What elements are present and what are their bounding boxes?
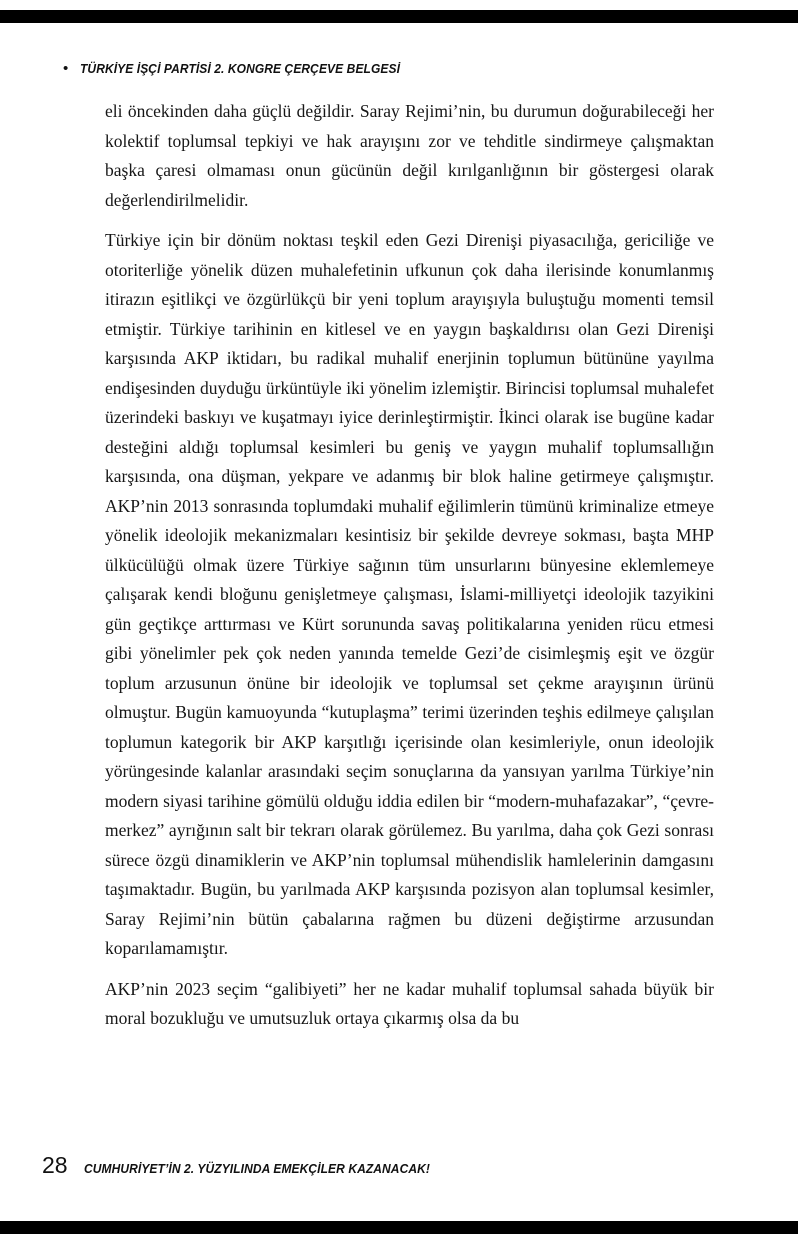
body-paragraph: eli öncekinden daha güçlü değildir. Saray Rejimi’nin, bu durumun doğurabileceği her kolektif toplumsal tepkiyi ve hak arayışını zor ve tehditle sindirmeye çalışmaktan başka çaresi olmaması onun gücünün değil kırılganlığının bir göstergesi olarak değerlendirilmelidir. [105,101,714,210]
page-footer [42,1152,738,1179]
page-header [63,61,738,76]
top-rule [0,10,798,23]
header-bullet-icon: • [63,60,69,77]
header-title: TÜRKİYE İŞÇİ PARTİSİ 2. KONGRE ÇERÇEVE BELGESİ [80,61,401,76]
page-number: 28 [42,1152,68,1178]
body-paragraph: Türkiye için bir dönüm noktası teşkil eden Gezi Direnişi piyasacılığa, gericiliğe ve otoriterliğe yönelik düzen muhalefetinin ufkunun çok daha ilerisinde konumlanmış itirazın eşitlikçi ve özgürlükçü bir yeni toplum arayışıyla buluştuğu momenti temsil etmiştir. Türkiye tarihinin en kitlesel ve en yaygın başkaldırısı olan Gezi Direnişi karşısında AKP iktidarı, bu radikal muhalif enerjinin toplumun bütününe yayılma endişesinden duyduğu ürküntüyle iki yönelim izlemiştir. Birincisi toplumsal muhalefet üzerindeki baskıyı ve kuşatmayı iyice derinleştirmiştir. İkinci olarak ise bugüne kadar desteğini aldığı toplumsal kesimleri bu geniş ve yaygın muhalif toplumsallığın karşısında, ona düşman, yekpare ve adanmış bir blok haline getirmeye çalışmıştır. AKP’nin 2013 sonrasında toplumdaki muhalif eğilimlerin tümünü kriminalize etmeye yönelik ideolojik mekanizmaları kesintisiz bir şekilde devreye sokması, başta MHP ülkücülüğü olmak üzere Türkiye sağının tüm unsurlarını bünyesine eklemlemeye çalışarak kendi bloğunu genişletmeye çalışması, İslami-milliyetçi ideolojik tazyikini gün geçtikçe arttırması ve Kürt sorununda savaş politikalarına yeniden rücu etmesi gibi yönelimler pek çok neden yanında temelde Gezi’de cisimleşmiş eşit ve özgür toplum arzusunun önüne bir ideolojik ve toplumsal set çekme arayışının ürünü olmuştur. Bugün kamuoyunda “kutuplaşma” terimi üzerinden teşhis edilmeye çalışılan toplumun kategorik bir AKP karşıtlığı içerisinde olan kesimleriyle, onun ideolojik yörüngesinde kalanlar arasındaki seçim sonuçlarına da yansıyan yarılma Türkiye’nin modern siyasi tarihine gömülü olduğu iddia edilen bir “modern-muhafazakar”, “çevre-merkez” ayrığının salt bir tekrarı olarak görülemez. Bu yarılma, daha çok Gezi sonrası sürece özgü dinamiklerin ve AKP’nin toplumsal mühendislik hamlelerinin damgasını taşımaktadır. Bugün, bu yarılmada AKP karşısında pozisyon alan toplumsal kesimler, Saray Rejimi’nin bütün çabalarına rağmen bu düzeni değiştirme arzusundan koparılamamıştır. [105,230,714,958]
body-paragraph: AKP’nin 2023 seçim “galibiyeti” her ne kadar muhalif toplumsal sahada büyük bir moral bozukluğu ve umutsuzluk ortaya çıkarmış olsa da bu [105,978,714,1028]
page-body [105,97,714,1034]
bottom-rule [0,1221,798,1234]
footer-title: CUMHURİYET’İN 2. YÜZYILINDA EMEKÇİLER KAZANACAK! [83,1162,430,1176]
